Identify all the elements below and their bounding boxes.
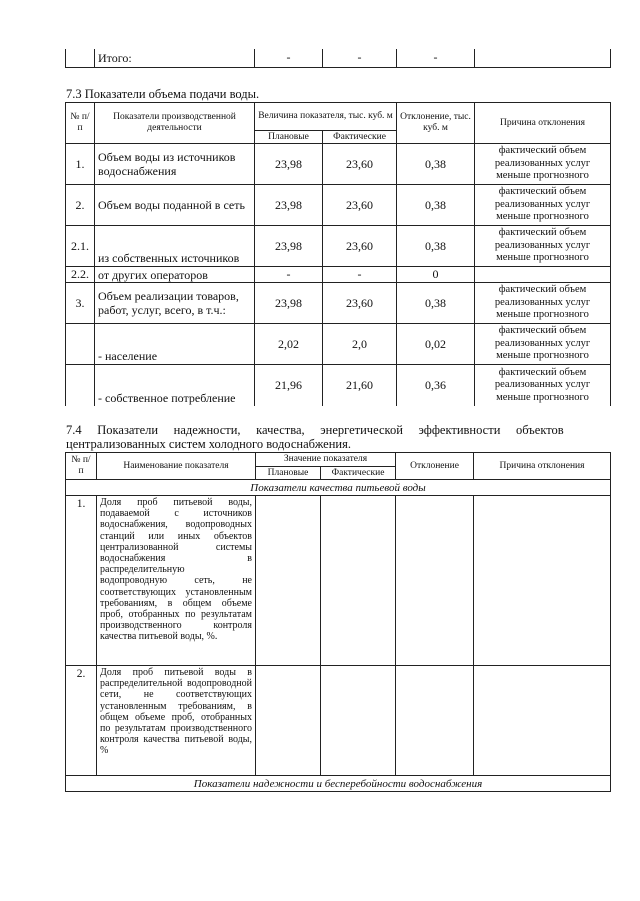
total-reason [475, 49, 611, 67]
row-reason: фактический объем реализованных услуг меньше прогнозного [475, 324, 611, 365]
header-num: № п/п [66, 103, 95, 144]
row-fact: 2,0 [323, 324, 397, 365]
quality-subheading: Показатели качества питьевой воды [66, 480, 611, 496]
section-7-4-heading-line2: централизованных систем холодного водоснабжения. [66, 437, 351, 451]
row-plan: 21,96 [255, 365, 323, 406]
row-fact: 23,60 [323, 144, 397, 185]
row-deviation: 0,38 [397, 226, 475, 267]
row-fact [321, 666, 396, 776]
row-fact: 23,60 [323, 185, 397, 226]
table-row [66, 324, 611, 365]
row-num: 3. [66, 283, 95, 324]
row-num: 2. [66, 185, 95, 226]
row-fact: 21,60 [323, 365, 397, 406]
row-num [66, 365, 95, 406]
row-deviation: 0,38 [397, 144, 475, 185]
row-deviation: 0,36 [397, 365, 475, 406]
row-plan: 2,02 [255, 324, 323, 365]
header-deviation: Отклонение, тыс. куб. м [397, 103, 475, 144]
table-row [66, 144, 611, 185]
table-row [66, 496, 611, 666]
header-plan: Плановые [256, 467, 321, 480]
row-name: Объем реализации товаров, работ, услуг, всего, в т.ч.: [95, 283, 255, 324]
row-reason: фактический объем реализованных услуг меньше прогнозного [475, 365, 611, 406]
top-num-cell [66, 49, 95, 67]
total-label: Итого: [95, 49, 255, 67]
section-7-3-heading: 7.3 Показатели объема подачи воды. [66, 87, 260, 101]
row-name: из собственных источников [95, 226, 255, 267]
row-name: Объем воды из источников водоснабжения [95, 144, 255, 185]
row-reason [474, 496, 611, 666]
header-value-group: Значение показателя [256, 453, 396, 467]
row-plan: 23,98 [255, 283, 323, 324]
row-num: 1. [66, 144, 95, 185]
total-fact: - [323, 49, 397, 67]
row-name: - население [95, 324, 255, 365]
row-name: от других операторов [95, 267, 255, 283]
row-name: Объем воды поданной в сеть [95, 185, 255, 226]
table-row [66, 283, 611, 324]
header-fact: Фактические [321, 467, 396, 480]
row-reason: фактический объем реализованных услуг меньше прогнозного [475, 144, 611, 185]
total-plan: - [255, 49, 323, 67]
row-num [66, 324, 95, 365]
row-reason [475, 267, 611, 283]
header-indicator: Показатели производственной деятельности [95, 103, 255, 144]
header-num: № п/п [66, 453, 97, 480]
row-fact: 23,60 [323, 283, 397, 324]
header-reason: Причина отклонения [475, 103, 611, 144]
row-reason [474, 666, 611, 776]
row-plan [256, 496, 321, 666]
header-reason: Причина отклонения [474, 453, 611, 480]
row-plan: - [255, 267, 323, 283]
water-supply-table [65, 102, 611, 406]
section-7-4-heading-line1: 7.4 Показатели надежности, качества, энергетической эффективности объектов [66, 423, 564, 437]
row-plan: 23,98 [255, 226, 323, 267]
header-fact: Фактические [323, 131, 397, 144]
row-name: - собственное потребление [95, 365, 255, 406]
top-total-table [65, 49, 611, 68]
row-num: 2.2. [66, 267, 95, 283]
row-reason: фактический объем реализованных услуг меньше прогнозного [475, 283, 611, 324]
table-row [66, 365, 611, 406]
reliability-subheading: Показатели надежности и бесперебойности водоснабжения [66, 776, 611, 792]
header-value-group: Величина показателя, тыс. куб. м [255, 103, 397, 131]
reliability-quality-table [65, 452, 611, 792]
header-indicator: Наименование показателя [97, 453, 256, 480]
row-name: Доля проб питьевой воды, подаваемой с источников водоснабжения, водопроводных станций или иных объектов централизованной системы водоснабжения в распределительную водопроводную сеть, не соответствующих установленным требованиям, в общем объеме проб, отобранных по результатам производственного контроля качества питьевой воды, %. [97, 496, 256, 666]
row-deviation [396, 496, 474, 666]
row-deviation: 0,38 [397, 185, 475, 226]
row-reason: фактический объем реализованных услуг меньше прогнозного [475, 226, 611, 267]
row-fact [321, 496, 396, 666]
row-num: 2.1. [66, 226, 95, 267]
table-row [66, 226, 611, 267]
row-deviation [396, 666, 474, 776]
row-deviation: 0,02 [397, 324, 475, 365]
table-row [66, 185, 611, 226]
row-plan [256, 666, 321, 776]
row-num: 2. [66, 666, 97, 776]
row-plan: 23,98 [255, 144, 323, 185]
total-deviation: - [397, 49, 475, 67]
row-deviation: 0 [397, 267, 475, 283]
table-row [66, 267, 611, 283]
header-plan: Плановые [255, 131, 323, 144]
row-plan: 23,98 [255, 185, 323, 226]
row-name: Доля проб питьевой воды в распределительной водопроводной сети, не соответствующих установленным требованиям, в общем объеме проб, отобранных по результатам производственного контроля качества питьевой воды, % [97, 666, 256, 776]
row-reason: фактический объем реализованных услуг меньше прогнозного [475, 185, 611, 226]
row-fact: 23,60 [323, 226, 397, 267]
row-fact: - [323, 267, 397, 283]
header-deviation: Отклонение [396, 453, 474, 480]
table-row [66, 666, 611, 776]
row-deviation: 0,38 [397, 283, 475, 324]
row-num: 1. [66, 496, 97, 666]
